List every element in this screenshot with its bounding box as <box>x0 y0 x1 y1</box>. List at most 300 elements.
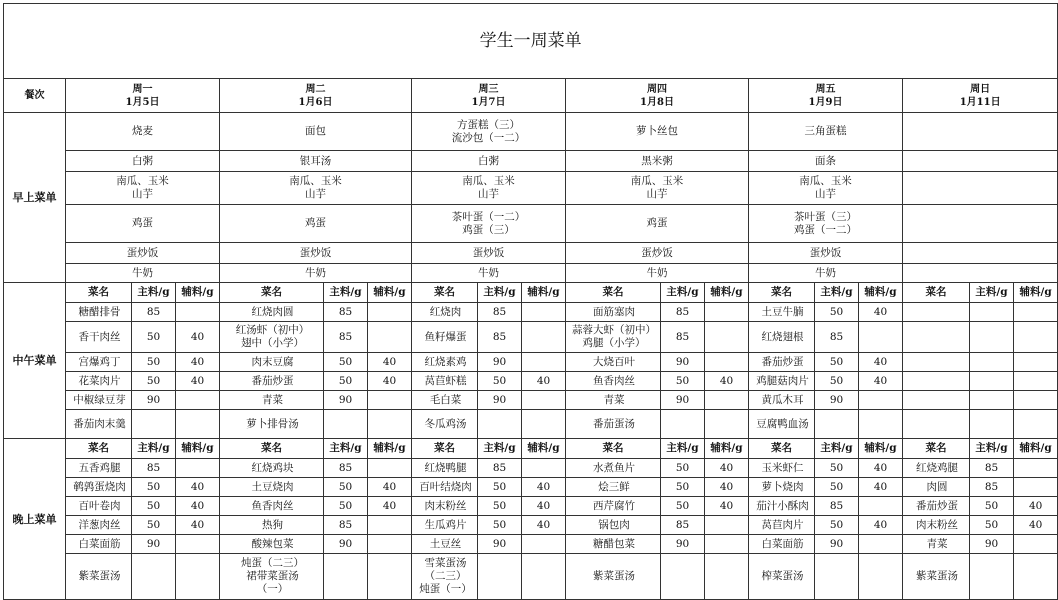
col-header-main: 主料/g <box>815 283 859 303</box>
aux-amount <box>176 391 220 410</box>
dish-name: 面筋塞肉 <box>566 303 661 322</box>
main-amount: 50 <box>478 478 522 497</box>
breakfast-item: 南瓜、玉米 山芋 <box>749 172 903 205</box>
breakfast-item: 方蛋糕（三） 流沙包（一二） <box>412 113 566 151</box>
dish-name: 番茄炒蛋 <box>749 353 815 372</box>
day-date: 1月11日 <box>959 96 1001 108</box>
dish-name: 萝卜烧肉 <box>749 478 815 497</box>
dish-name: 白菜面筋 <box>749 535 815 554</box>
aux-amount: 40 <box>176 497 220 516</box>
dish-name: 肉末粉丝 <box>903 516 970 535</box>
breakfast-item: 茶叶蛋（一二） 鸡蛋（三） <box>412 205 566 243</box>
main-amount: 50 <box>324 353 368 372</box>
table-row <box>4 303 1058 322</box>
aux-amount: 40 <box>705 478 749 497</box>
main-amount: 50 <box>324 497 368 516</box>
col-header-main: 主料/g <box>815 439 859 459</box>
dish-name: 烩三鲜 <box>566 478 661 497</box>
col-header-dish: 菜名 <box>749 283 815 303</box>
aux-amount <box>368 391 412 410</box>
breakfast-item: 白粥 <box>412 151 566 172</box>
main-amount <box>478 554 522 600</box>
aux-amount: 40 <box>1014 516 1058 535</box>
aux-amount <box>705 303 749 322</box>
dish-name: 宫爆鸡丁 <box>66 353 132 372</box>
main-amount: 85 <box>815 497 859 516</box>
aux-amount: 40 <box>859 353 903 372</box>
aux-amount <box>522 353 566 372</box>
aux-amount <box>705 322 749 353</box>
aux-amount <box>522 303 566 322</box>
main-amount: 90 <box>132 535 176 554</box>
dish-name <box>903 391 970 410</box>
breakfast-item: 牛奶 <box>220 264 412 283</box>
dish-name: 鱼香肉丝 <box>566 372 661 391</box>
main-amount <box>324 554 368 600</box>
dish-name: 番茄肉末羹 <box>66 410 132 439</box>
main-amount: 50 <box>478 497 522 516</box>
aux-amount <box>859 497 903 516</box>
aux-amount: 40 <box>368 372 412 391</box>
col-header-dish: 菜名 <box>412 283 478 303</box>
breakfast-item: 牛奶 <box>749 264 903 283</box>
dish-name: 土豆牛腩 <box>749 303 815 322</box>
day-header <box>66 79 220 113</box>
main-amount <box>324 410 368 439</box>
table-row <box>4 322 1058 353</box>
aux-amount <box>705 554 749 600</box>
day-header <box>749 79 903 113</box>
aux-amount <box>1014 535 1058 554</box>
aux-amount: 40 <box>705 372 749 391</box>
col-header-aux: 辅料/g <box>368 439 412 459</box>
dish-name: 香干肉丝 <box>66 322 132 353</box>
dish-name: 番茄炒蛋 <box>220 372 324 391</box>
aux-amount: 40 <box>522 516 566 535</box>
main-amount: 90 <box>661 535 705 554</box>
dish-name: 红烧素鸡 <box>412 353 478 372</box>
main-amount: 50 <box>132 516 176 535</box>
breakfast-item: 南瓜、玉米 山芋 <box>566 172 749 205</box>
col-header-dish: 菜名 <box>66 439 132 459</box>
main-amount: 85 <box>815 322 859 353</box>
dish-name: 红烧肉圆 <box>220 303 324 322</box>
dish-name: 锅包肉 <box>566 516 661 535</box>
day-name: 周一 <box>132 83 153 95</box>
aux-amount <box>176 535 220 554</box>
main-amount <box>132 554 176 600</box>
aux-amount <box>859 391 903 410</box>
dish-name: 雪菜蛋汤 （二三） 炖蛋（一） <box>412 554 478 600</box>
aux-amount <box>522 322 566 353</box>
dish-name: 鱼籽爆蛋 <box>412 322 478 353</box>
col-header-main: 主料/g <box>132 439 176 459</box>
breakfast-item <box>903 264 1058 283</box>
dish-name: 红烧鸭腿 <box>412 459 478 478</box>
dish-name: 肉末豆腐 <box>220 353 324 372</box>
dish-name: 莴苣虾糕 <box>412 372 478 391</box>
col-header-dish: 菜名 <box>66 283 132 303</box>
aux-amount <box>859 554 903 600</box>
dish-name: 热狗 <box>220 516 324 535</box>
dish-name: 青菜 <box>220 391 324 410</box>
breakfast-item: 牛奶 <box>566 264 749 283</box>
breakfast-item: 鸡蛋 <box>566 205 749 243</box>
col-header-dish: 菜名 <box>412 439 478 459</box>
aux-amount <box>705 535 749 554</box>
dish-name: 番茄炒蛋 <box>903 497 970 516</box>
dish-name: 茄汁小酥肉 <box>749 497 815 516</box>
breakfast-item: 银耳汤 <box>220 151 412 172</box>
dish-name: 百叶卷肉 <box>66 497 132 516</box>
table-row <box>4 410 1058 439</box>
col-header-aux: 辅料/g <box>859 439 903 459</box>
main-amount <box>970 322 1014 353</box>
breakfast-item: 南瓜、玉米 山芋 <box>412 172 566 205</box>
breakfast-item: 蛋炒饭 <box>412 243 566 264</box>
breakfast-item: 烧麦 <box>66 113 220 151</box>
dish-name <box>903 303 970 322</box>
main-amount: 50 <box>324 372 368 391</box>
col-header-aux: 辅料/g <box>522 283 566 303</box>
dish-name: 中椒绿豆芽 <box>66 391 132 410</box>
breakfast-item <box>903 243 1058 264</box>
aux-amount: 40 <box>176 478 220 497</box>
main-amount: 90 <box>970 535 1014 554</box>
day-date: 1月8日 <box>640 96 674 108</box>
breakfast-item: 蛋炒饭 <box>566 243 749 264</box>
main-amount: 90 <box>478 391 522 410</box>
aux-amount: 40 <box>705 497 749 516</box>
table-row <box>4 535 1058 554</box>
col-header-dish: 菜名 <box>566 283 661 303</box>
dish-name: 土豆丝 <box>412 535 478 554</box>
breakfast-item: 黑米粥 <box>566 151 749 172</box>
col-header-main: 主料/g <box>324 283 368 303</box>
day-name: 周三 <box>478 83 499 95</box>
dish-name <box>903 353 970 372</box>
breakfast-item: 蛋炒饭 <box>749 243 903 264</box>
aux-amount: 40 <box>522 478 566 497</box>
col-header-aux: 辅料/g <box>522 439 566 459</box>
aux-amount: 40 <box>859 516 903 535</box>
aux-amount: 40 <box>368 353 412 372</box>
main-amount: 90 <box>132 391 176 410</box>
aux-amount <box>705 516 749 535</box>
col-header-main: 主料/g <box>661 283 705 303</box>
col-header-main: 主料/g <box>478 283 522 303</box>
breakfast-item: 鸡蛋 <box>66 205 220 243</box>
col-header-aux: 辅料/g <box>176 283 220 303</box>
aux-amount <box>859 322 903 353</box>
meal-label-lunch: 中午菜单 <box>4 283 66 439</box>
main-amount: 50 <box>661 372 705 391</box>
main-amount: 50 <box>132 497 176 516</box>
main-amount <box>970 372 1014 391</box>
dish-name: 玉米虾仁 <box>749 459 815 478</box>
col-header-dish: 菜名 <box>220 439 324 459</box>
aux-amount: 40 <box>368 497 412 516</box>
day-name: 周日 <box>970 83 991 95</box>
aux-amount <box>176 459 220 478</box>
dish-name: 萝卜排骨汤 <box>220 410 324 439</box>
day-header <box>903 79 1058 113</box>
aux-amount <box>368 516 412 535</box>
breakfast-item <box>903 113 1058 151</box>
aux-amount <box>1014 459 1058 478</box>
col-header-aux: 辅料/g <box>705 283 749 303</box>
dish-name: 青菜 <box>903 535 970 554</box>
day-date: 1月6日 <box>298 96 333 108</box>
dish-name: 糖醋包菜 <box>566 535 661 554</box>
aux-amount <box>1014 478 1058 497</box>
table-row <box>4 353 1058 372</box>
main-amount <box>815 410 859 439</box>
breakfast-item: 牛奶 <box>66 264 220 283</box>
aux-amount <box>1014 353 1058 372</box>
dish-name: 糖醋排骨 <box>66 303 132 322</box>
day-name: 周四 <box>647 83 667 95</box>
table-row <box>4 372 1058 391</box>
dish-name: 花菜肉片 <box>66 372 132 391</box>
main-amount: 90 <box>815 535 859 554</box>
dish-name: 紫菜蛋汤 <box>903 554 970 600</box>
aux-amount <box>368 554 412 600</box>
main-amount <box>132 410 176 439</box>
main-amount: 50 <box>661 459 705 478</box>
main-amount: 85 <box>132 459 176 478</box>
main-amount: 85 <box>132 303 176 322</box>
breakfast-item: 茶叶蛋（三） 鸡蛋（一二） <box>749 205 903 243</box>
table-row <box>4 554 1058 600</box>
main-amount: 50 <box>815 516 859 535</box>
day-date: 1月9日 <box>808 96 843 108</box>
dish-name: 鹌鹑蛋烧肉 <box>66 478 132 497</box>
aux-amount: 40 <box>1014 497 1058 516</box>
breakfast-item: 面包 <box>220 113 412 151</box>
aux-amount <box>368 459 412 478</box>
aux-amount: 40 <box>368 478 412 497</box>
col-header-main: 主料/g <box>132 283 176 303</box>
main-amount: 50 <box>132 353 176 372</box>
table-row <box>4 459 1058 478</box>
main-amount <box>478 410 522 439</box>
page-title: 学生一周菜单 <box>4 4 1058 79</box>
aux-amount <box>368 410 412 439</box>
aux-amount <box>705 391 749 410</box>
main-amount <box>970 410 1014 439</box>
aux-amount <box>176 303 220 322</box>
main-amount: 50 <box>815 459 859 478</box>
aux-amount <box>368 303 412 322</box>
day-date: 1月5日 <box>125 96 160 108</box>
day-name: 周五 <box>815 83 836 95</box>
day-header <box>412 79 566 113</box>
col-header-aux: 辅料/g <box>1014 283 1058 303</box>
breakfast-item: 蛋炒饭 <box>66 243 220 264</box>
aux-amount <box>1014 391 1058 410</box>
col-header-dish: 菜名 <box>220 283 324 303</box>
dish-name: 蒜蓉大虾（初中） 鸡腿（小学） <box>566 322 661 353</box>
aux-amount: 40 <box>522 497 566 516</box>
dish-name: 肉圆 <box>903 478 970 497</box>
aux-amount <box>522 391 566 410</box>
aux-amount: 40 <box>859 459 903 478</box>
breakfast-item <box>903 172 1058 205</box>
main-amount <box>661 410 705 439</box>
main-amount: 50 <box>661 478 705 497</box>
main-amount <box>815 554 859 600</box>
breakfast-item: 三角蛋糕 <box>749 113 903 151</box>
aux-amount: 40 <box>859 303 903 322</box>
dish-name: 红烧翅根 <box>749 322 815 353</box>
dish-name: 鸡腿菇肉片 <box>749 372 815 391</box>
col-header-aux: 辅料/g <box>859 283 903 303</box>
breakfast-item <box>903 151 1058 172</box>
aux-amount <box>1014 303 1058 322</box>
dish-name: 黄瓜木耳 <box>749 391 815 410</box>
aux-amount: 40 <box>176 353 220 372</box>
table-row <box>4 391 1058 410</box>
dish-name: 红烧鸡块 <box>220 459 324 478</box>
breakfast-item: 南瓜、玉米 山芋 <box>66 172 220 205</box>
main-amount: 85 <box>970 478 1014 497</box>
dish-name: 百叶结烧肉 <box>412 478 478 497</box>
dish-name: 番茄蛋汤 <box>566 410 661 439</box>
col-header-aux: 辅料/g <box>368 283 412 303</box>
dish-name: 生瓜鸡片 <box>412 516 478 535</box>
aux-amount <box>1014 372 1058 391</box>
main-amount: 50 <box>132 478 176 497</box>
breakfast-item: 牛奶 <box>412 264 566 283</box>
dish-name: 红汤虾（初中） 翅中（小学） <box>220 322 324 353</box>
col-header-aux: 辅料/g <box>705 439 749 459</box>
dish-name: 西芹腐竹 <box>566 497 661 516</box>
main-amount: 50 <box>324 478 368 497</box>
main-amount: 85 <box>661 322 705 353</box>
dish-name: 水煮鱼片 <box>566 459 661 478</box>
dish-name <box>903 322 970 353</box>
col-header-aux: 辅料/g <box>1014 439 1058 459</box>
main-amount: 50 <box>815 478 859 497</box>
aux-amount <box>522 410 566 439</box>
col-header-main: 主料/g <box>478 439 522 459</box>
dish-name: 炖蛋（二三） 裙带菜蛋汤 （一） <box>220 554 324 600</box>
main-amount: 50 <box>815 303 859 322</box>
day-header <box>220 79 412 113</box>
main-amount: 85 <box>478 459 522 478</box>
main-amount <box>970 303 1014 322</box>
day-name: 周二 <box>305 83 326 95</box>
dish-name: 五香鸡腿 <box>66 459 132 478</box>
dish-name: 酸辣包菜 <box>220 535 324 554</box>
breakfast-item: 鸡蛋 <box>220 205 412 243</box>
dish-name: 青菜 <box>566 391 661 410</box>
aux-amount: 40 <box>705 459 749 478</box>
dish-name: 冬瓜鸡汤 <box>412 410 478 439</box>
dish-name: 紫菜蛋汤 <box>566 554 661 600</box>
dish-name <box>903 372 970 391</box>
dish-name: 莴苣肉片 <box>749 516 815 535</box>
col-header-main: 主料/g <box>970 439 1014 459</box>
dish-name: 肉末粉丝 <box>412 497 478 516</box>
weekly-menu-table <box>3 3 1058 600</box>
main-amount: 90 <box>478 535 522 554</box>
table-row <box>4 497 1058 516</box>
main-amount <box>661 554 705 600</box>
dish-name: 红烧鸡腿 <box>903 459 970 478</box>
breakfast-item: 萝卜丝包 <box>566 113 749 151</box>
aux-amount <box>859 410 903 439</box>
aux-amount <box>1014 554 1058 600</box>
breakfast-item <box>903 205 1058 243</box>
aux-amount <box>522 535 566 554</box>
dish-name: 洋葱肉丝 <box>66 516 132 535</box>
main-amount: 50 <box>970 497 1014 516</box>
col-header-dish: 菜名 <box>903 439 970 459</box>
breakfast-item: 白粥 <box>66 151 220 172</box>
breakfast-item: 面条 <box>749 151 903 172</box>
main-amount: 50 <box>661 497 705 516</box>
main-amount: 85 <box>661 516 705 535</box>
dish-name: 红烧肉 <box>412 303 478 322</box>
dish-name: 紫菜蛋汤 <box>66 554 132 600</box>
col-header-dish: 菜名 <box>903 283 970 303</box>
main-amount: 90 <box>815 391 859 410</box>
aux-amount <box>522 554 566 600</box>
main-amount: 90 <box>324 535 368 554</box>
dish-name: 榨菜蛋汤 <box>749 554 815 600</box>
main-amount: 85 <box>661 303 705 322</box>
main-amount: 85 <box>478 322 522 353</box>
aux-amount: 40 <box>176 322 220 353</box>
main-amount: 50 <box>132 322 176 353</box>
aux-amount <box>859 535 903 554</box>
aux-amount <box>705 353 749 372</box>
aux-amount <box>176 410 220 439</box>
breakfast-item: 蛋炒饭 <box>220 243 412 264</box>
main-amount: 90 <box>324 391 368 410</box>
table-row <box>4 516 1058 535</box>
main-amount: 90 <box>661 353 705 372</box>
main-amount <box>970 391 1014 410</box>
aux-amount <box>705 410 749 439</box>
dish-name <box>903 410 970 439</box>
main-amount: 50 <box>815 353 859 372</box>
col-header-aux: 辅料/g <box>176 439 220 459</box>
main-amount: 85 <box>478 303 522 322</box>
main-amount: 85 <box>970 459 1014 478</box>
dish-name: 土豆烧肉 <box>220 478 324 497</box>
dish-name: 大烧百叶 <box>566 353 661 372</box>
col-header-main: 主料/g <box>970 283 1014 303</box>
breakfast-item: 南瓜、玉米 山芋 <box>220 172 412 205</box>
main-amount: 85 <box>324 516 368 535</box>
main-amount: 50 <box>478 372 522 391</box>
aux-amount: 40 <box>522 372 566 391</box>
meal-column-header: 餐次 <box>4 79 66 113</box>
dish-name: 白菜面筋 <box>66 535 132 554</box>
col-header-main: 主料/g <box>661 439 705 459</box>
meal-label-dinner: 晚上菜单 <box>4 439 66 600</box>
dish-name: 鱼香肉丝 <box>220 497 324 516</box>
day-date: 1月7日 <box>471 96 506 108</box>
aux-amount: 40 <box>176 372 220 391</box>
aux-amount <box>368 535 412 554</box>
aux-amount <box>522 459 566 478</box>
main-amount: 90 <box>661 391 705 410</box>
main-amount: 85 <box>324 322 368 353</box>
